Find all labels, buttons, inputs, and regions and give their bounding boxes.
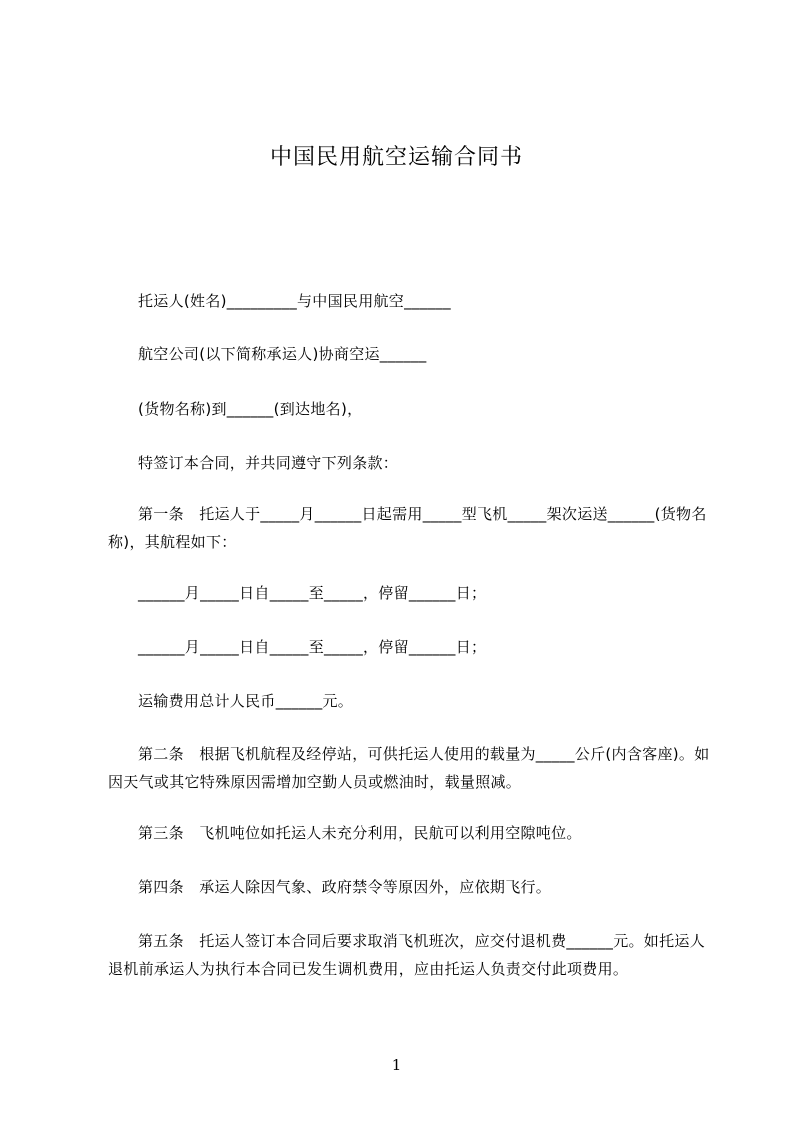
paragraph-shipper-name: 托运人(姓名)_________与中国民用航空______ — [138, 292, 451, 310]
paragraph-article-2: 第二条 根据飞机航程及经停站，可供托运人使用的载量为_____公斤(内含客座)。如因天气或其它特殊原因需增加空勤人员或燃油时，载量照减。 — [108, 745, 710, 791]
paragraph-article-3: 第三条 飞机吨位如托运人未充分利用，民航可以利用空隙吨位。 — [138, 824, 582, 842]
paragraph-article-4: 第四条 承运人除因气象、政府禁令等原因外，应依期飞行。 — [138, 878, 552, 896]
paragraph-article-1: 第一条 托运人于_____月______日起需用_____型飞机_____架次运送______(货物名称)，其航程如下： — [108, 505, 707, 551]
paragraph-agreement-intro: 特签订本合同，并共同遵守下列条款： — [138, 454, 399, 472]
paragraph-airline-company: 航空公司(以下简称承运人)协商空运______ — [138, 345, 427, 363]
page-number: 1 — [391, 1056, 402, 1074]
paragraph-article-5: 第五条 托运人签订本合同后要求取消飞机班次，应交付退机费______元。如托运人退机前承运人为执行本合同已发生调机费用，应由托运人负责交付此项费用。 — [108, 932, 706, 978]
paragraph-total-fee: 运输费用总计人民币______元。 — [138, 692, 354, 710]
paragraph-goods-destination: (货物名称)到______(到达地名)， — [138, 400, 363, 418]
paragraph-route-line-2: ______月_____日自_____至_____，停留______日； — [138, 638, 487, 656]
document-title: 中国民用航空运输合同书 — [269, 145, 523, 170]
paragraph-route-line-1: ______月_____日自_____至_____，停留______日； — [138, 584, 487, 602]
